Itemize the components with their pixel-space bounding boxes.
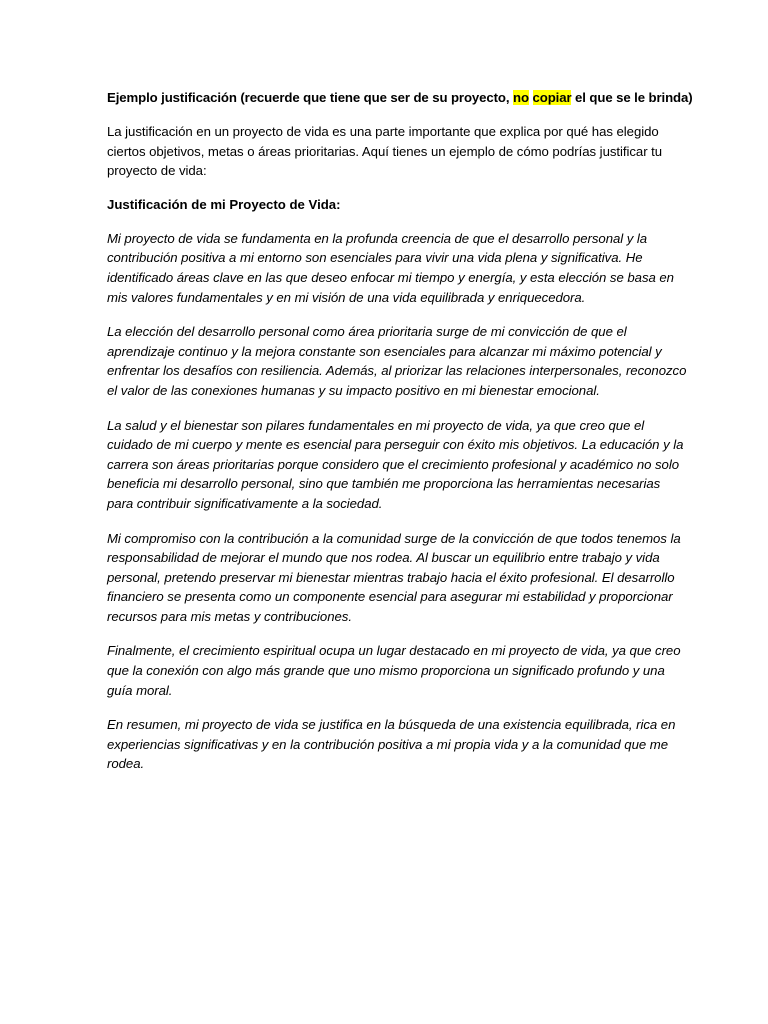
body-paragraph-1 bbox=[107, 229, 674, 307]
body-paragraph-3 bbox=[107, 416, 684, 514]
paragraph-line: responsabilidad de mejorar el mundo que nos rodea. Al buscar un equilibrio entre trabajo y vida bbox=[107, 550, 660, 566]
highlighted-word-no: no bbox=[513, 90, 529, 105]
intro-line: proyecto de vida: bbox=[107, 163, 207, 179]
paragraph-line: La elección del desarrollo personal como área prioritaria surge de mi convicción de que el bbox=[107, 324, 627, 340]
paragraph-line: enfrentar los desafíos con resiliencia. Además, al priorizar las relaciones interpersonales, reconozco bbox=[107, 363, 687, 379]
intro-paragraph bbox=[107, 122, 663, 181]
document-heading bbox=[107, 88, 693, 108]
paragraph-line: identificado áreas clave en las que deseo enfocar mi tiempo y energía, y esta elección se basa en bbox=[107, 269, 674, 285]
heading-text-start: Ejemplo justificación (recuerde que tiene que ser de su proyecto, bbox=[107, 90, 513, 105]
paragraph-line: personal, pretendo preservar mi bienestar mientras trabajo hacia el éxito profesional. El desarrollo bbox=[107, 569, 675, 585]
paragraph-line: mis valores fundamentales y en mi visión de una vida equilibrada y enriquecedora. bbox=[107, 289, 586, 305]
body-paragraph-5 bbox=[107, 641, 681, 700]
intro-line: ciertos objetivos, metas o áreas prioritarias. Aquí tienes un ejemplo de cómo podrías justificar tu bbox=[107, 143, 663, 159]
paragraph-line: Finalmente, el crecimiento espiritual ocupa un lugar destacado en mi proyecto de vida, ya que creo bbox=[107, 643, 681, 659]
paragraph-line: cuidado de mi cuerpo y mente es esencial para perseguir con éxito mis objetivos. La educación y la bbox=[107, 437, 684, 453]
paragraph-line: financiero se presenta como un componente esencial para asegurar mi estabilidad y proporcionar bbox=[107, 589, 673, 605]
paragraph-line: para contribuir significativamente a la sociedad. bbox=[107, 495, 383, 511]
paragraph-line: En resumen, mi proyecto de vida se justifica en la búsqueda de una existencia equilibrada, rica en bbox=[107, 717, 676, 733]
paragraph-line: La salud y el bienestar son pilares fundamentales en mi proyecto de vida, ya que creo que el bbox=[107, 417, 645, 433]
paragraph-line: que la conexión con algo más grande que uno mismo proporciona un significado profundo y una bbox=[107, 663, 665, 679]
paragraph-line: carrera son áreas prioritarias porque considero que el crecimiento profesional y académico no solo bbox=[107, 456, 679, 472]
paragraph-line: experiencias significativas y en la contribución positiva a mi propia vida y a la comunidad que me bbox=[107, 736, 668, 752]
paragraph-line: rodea. bbox=[107, 756, 145, 772]
paragraph-line: Mi proyecto de vida se fundamenta en la profunda creencia de que el desarrollo personal y la bbox=[107, 230, 648, 246]
highlighted-word-copiar: copiar bbox=[532, 90, 572, 105]
paragraph-line: beneficia mi desarrollo personal, sino que también me proporciona las herramientas necesarias bbox=[107, 476, 661, 492]
paragraph-line: el valor de las conexiones humanas y su impacto positivo en mi bienestar emocional. bbox=[107, 382, 600, 398]
heading-text-end: el que se le brinda) bbox=[571, 90, 693, 105]
paragraph-line: contribución positiva a mi entorno son esenciales para vivir una vida plena y significativa. He bbox=[107, 250, 643, 266]
body-paragraph-2 bbox=[107, 322, 687, 400]
body-paragraph-4 bbox=[107, 529, 681, 627]
section-subtitle: Justificación de mi Proyecto de Vida: bbox=[107, 196, 341, 212]
paragraph-line: guía moral. bbox=[107, 682, 173, 698]
paragraph-line: aprendizaje continuo y la mejora constante son esenciales para alcanzar mi máximo potencial y bbox=[107, 343, 662, 359]
intro-line: La justificación en un proyecto de vida es una parte importante que explica por qué has elegido bbox=[107, 124, 659, 139]
document-page bbox=[107, 88, 693, 774]
paragraph-line: Mi compromiso con la contribución a la comunidad surge de la convicción de que todos tenemos la bbox=[107, 530, 681, 546]
heading-space bbox=[529, 90, 533, 105]
paragraph-line: recursos para mis metas y contribuciones. bbox=[107, 608, 352, 624]
body-paragraph-6 bbox=[107, 715, 676, 774]
